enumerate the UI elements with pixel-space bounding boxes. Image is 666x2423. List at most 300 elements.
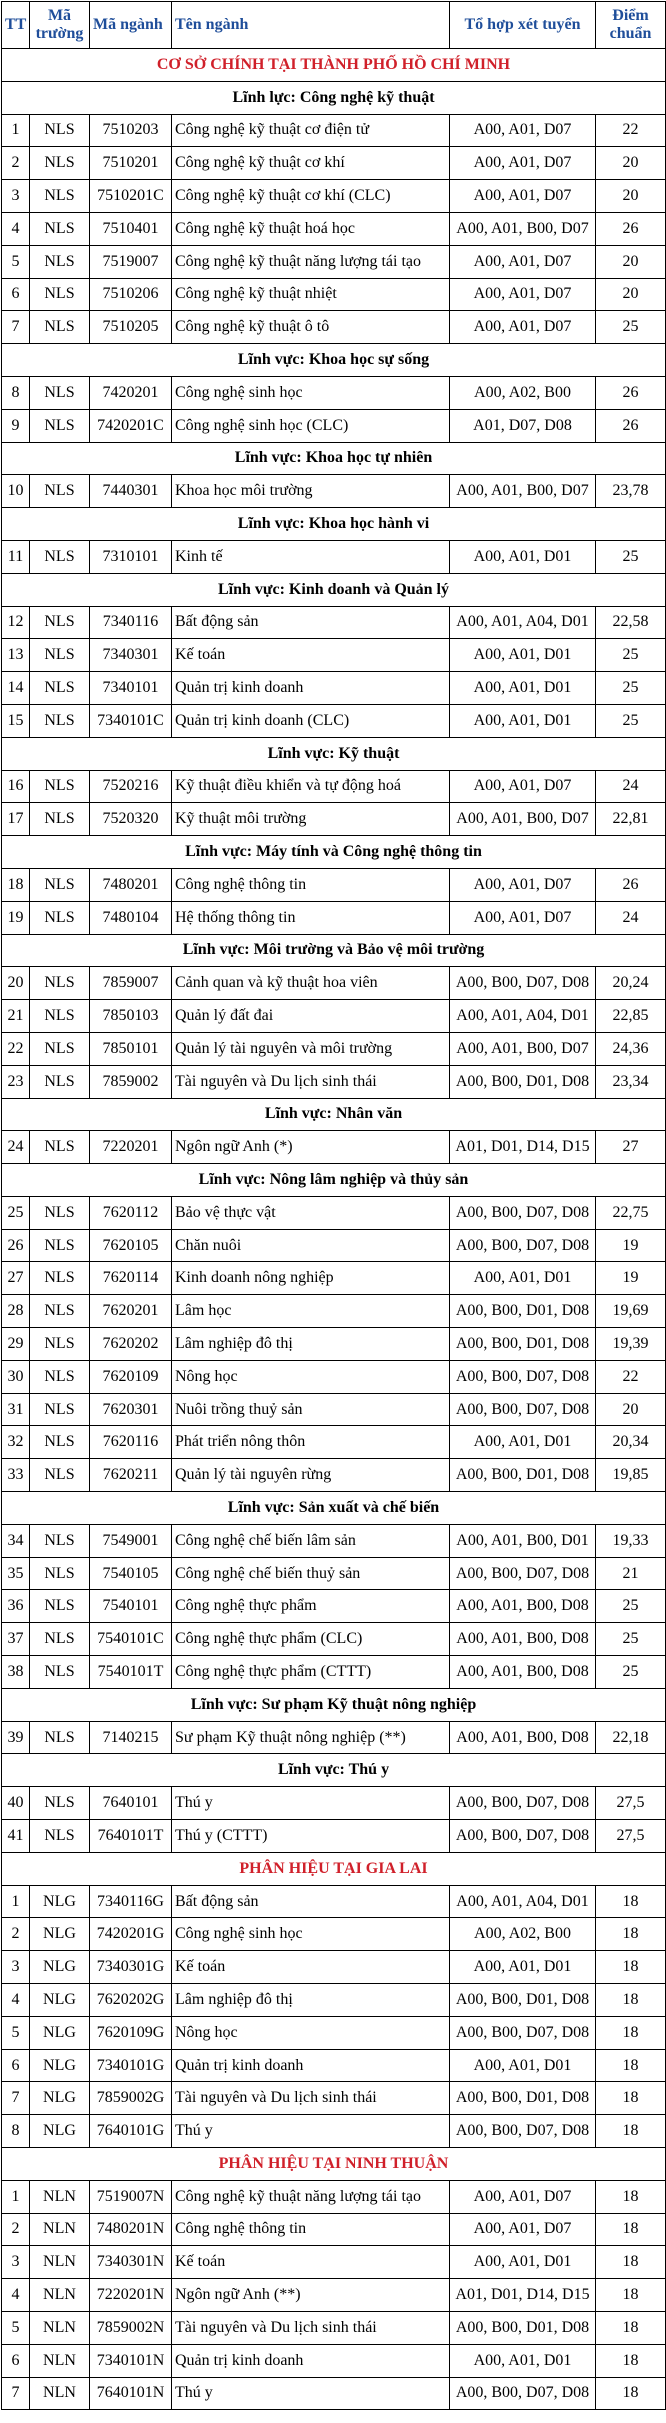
row-major-name: Quản lý tài nguyên và môi trường	[172, 1032, 450, 1065]
table-row	[2, 311, 666, 344]
row-major-name: Khoa học môi trường	[172, 475, 450, 508]
row-cutoff-score: 26	[596, 376, 666, 409]
row-major-code: 7540105	[90, 1557, 172, 1590]
row-cutoff-score: 18	[596, 2016, 666, 2049]
category-heading: Lĩnh vực: Khoa học sự sống	[2, 344, 666, 377]
row-major-code: 7340301G	[90, 1951, 172, 1984]
row-major-code: 7440301	[90, 475, 172, 508]
category-heading-row	[2, 1492, 666, 1525]
table-row	[2, 147, 666, 180]
table-row	[2, 2180, 666, 2213]
row-major-code: 7520216	[90, 770, 172, 803]
row-tt: 34	[2, 1524, 30, 1557]
row-cutoff-score: 22	[596, 114, 666, 147]
row-major-name: Kế toán	[172, 2246, 450, 2279]
header-major-code: Mã ngành	[90, 2, 172, 49]
row-tt: 2	[2, 2213, 30, 2246]
row-subject-combination: A00, A01, D01	[450, 1426, 596, 1459]
row-subject-combination: A00, A01, D01	[450, 2246, 596, 2279]
row-school-code: NLS	[30, 475, 90, 508]
row-tt: 24	[2, 1131, 30, 1164]
table-row	[2, 868, 666, 901]
row-major-code: 7620105	[90, 1229, 172, 1262]
header-subject-combination: Tổ hợp xét tuyển	[450, 2, 596, 49]
row-tt: 33	[2, 1459, 30, 1492]
row-major-name: Công nghệ kỹ thuật cơ khí (CLC)	[172, 180, 450, 213]
row-cutoff-score: 18	[596, 1951, 666, 1984]
row-tt: 27	[2, 1262, 30, 1295]
row-school-code: NLS	[30, 1590, 90, 1623]
row-school-code: NLS	[30, 376, 90, 409]
table-row	[2, 1918, 666, 1951]
row-major-name: Quản trị kinh doanh (CLC)	[172, 704, 450, 737]
row-major-code: 7549001	[90, 1524, 172, 1557]
row-subject-combination: A00, A01, D07	[450, 770, 596, 803]
row-major-code: 7480104	[90, 901, 172, 934]
row-major-name: Công nghệ thông tin	[172, 2213, 450, 2246]
row-cutoff-score: 18	[596, 1918, 666, 1951]
row-cutoff-score: 26	[596, 868, 666, 901]
row-major-code: 7519007N	[90, 2180, 172, 2213]
row-major-code: 7640101	[90, 1787, 172, 1820]
row-tt: 3	[2, 2246, 30, 2279]
row-major-code: 7510201C	[90, 180, 172, 213]
row-major-name: Thú y (CTTT)	[172, 1820, 450, 1853]
row-major-name: Công nghệ thực phẩm	[172, 1590, 450, 1623]
row-cutoff-score: 25	[596, 639, 666, 672]
row-tt: 1	[2, 1885, 30, 1918]
table-row	[2, 901, 666, 934]
row-major-code: 7140215	[90, 1721, 172, 1754]
table-row	[2, 1787, 666, 1820]
row-major-code: 7340116	[90, 606, 172, 639]
category-heading-row	[2, 1688, 666, 1721]
row-major-name: Công nghệ thực phẩm (CLC)	[172, 1623, 450, 1656]
campus-heading: PHÂN HIỆU TẠI GIA LAI	[2, 1852, 666, 1885]
category-heading-row	[2, 934, 666, 967]
table-row	[2, 1032, 666, 1065]
table-row	[2, 376, 666, 409]
table-row	[2, 2049, 666, 2082]
category-heading: Lĩnh vực: Kinh doanh và Quản lý	[2, 573, 666, 606]
row-school-code: NLS	[30, 180, 90, 213]
table-row	[2, 1820, 666, 1853]
row-major-name: Công nghệ kỹ thuật hoá học	[172, 212, 450, 245]
row-school-code: NLS	[30, 1262, 90, 1295]
row-subject-combination: A00, B00, D01, D08	[450, 1065, 596, 1098]
campus-heading: PHÂN HIỆU TẠI NINH THUẬN	[2, 2148, 666, 2181]
row-major-name: Phát triển nông thôn	[172, 1426, 450, 1459]
row-major-name: Hệ thống thông tin	[172, 901, 450, 934]
row-tt: 13	[2, 639, 30, 672]
row-cutoff-score: 25	[596, 1590, 666, 1623]
row-cutoff-score: 18	[596, 2377, 666, 2410]
row-subject-combination: A00, A01, D07	[450, 2213, 596, 2246]
row-major-name: Thú y	[172, 2377, 450, 2410]
row-subject-combination: A00, B00, D07, D08	[450, 967, 596, 1000]
category-heading: Lĩnh vực: Sản xuất và chế biến	[2, 1492, 666, 1525]
row-subject-combination: A00, A01, D07	[450, 180, 596, 213]
row-cutoff-score: 20,34	[596, 1426, 666, 1459]
row-major-code: 7620211	[90, 1459, 172, 1492]
table-row	[2, 1951, 666, 1984]
row-cutoff-score: 20	[596, 147, 666, 180]
row-major-name: Công nghệ kỹ thuật ô tô	[172, 311, 450, 344]
row-subject-combination: A00, A02, B00	[450, 1918, 596, 1951]
row-tt: 37	[2, 1623, 30, 1656]
category-heading: Lĩnh vực: Môi trường và Bảo vệ môi trường	[2, 934, 666, 967]
row-subject-combination: A00, A01, D07	[450, 278, 596, 311]
row-subject-combination: A00, B00, D01, D08	[450, 1984, 596, 2017]
row-major-name: Quản lý tài nguyên rừng	[172, 1459, 450, 1492]
row-major-name: Lâm nghiệp đô thị	[172, 1328, 450, 1361]
row-cutoff-score: 26	[596, 212, 666, 245]
table-row	[2, 770, 666, 803]
row-school-code: NLS	[30, 639, 90, 672]
row-subject-combination: A00, A01, B00, D08	[450, 1721, 596, 1754]
row-major-name: Công nghệ kỹ thuật nhiệt	[172, 278, 450, 311]
row-school-code: NLS	[30, 868, 90, 901]
row-subject-combination: A00, B00, D07, D08	[450, 1229, 596, 1262]
row-subject-combination: A00, A01, D07	[450, 311, 596, 344]
row-cutoff-score: 27,5	[596, 1787, 666, 1820]
row-subject-combination: A00, A01, B00, D01	[450, 1524, 596, 1557]
row-tt: 7	[2, 2377, 30, 2410]
row-subject-combination: A00, A01, A04, D01	[450, 1885, 596, 1918]
row-subject-combination: A00, A01, D01	[450, 2344, 596, 2377]
table-row	[2, 1524, 666, 1557]
row-cutoff-score: 27	[596, 1131, 666, 1164]
category-heading-row	[2, 737, 666, 770]
table-row	[2, 212, 666, 245]
table-body	[2, 49, 666, 2410]
row-tt: 40	[2, 1787, 30, 1820]
row-tt: 32	[2, 1426, 30, 1459]
row-major-code: 7620109G	[90, 2016, 172, 2049]
row-tt: 4	[2, 212, 30, 245]
row-tt: 14	[2, 672, 30, 705]
row-cutoff-score: 22,85	[596, 1000, 666, 1033]
campus-heading-row	[2, 2148, 666, 2181]
row-school-code: NLN	[30, 2344, 90, 2377]
table-row	[2, 2016, 666, 2049]
row-school-code: NLS	[30, 967, 90, 1000]
table-row	[2, 1426, 666, 1459]
row-tt: 26	[2, 1229, 30, 1262]
row-subject-combination: A00, A01, B00, D07	[450, 803, 596, 836]
row-cutoff-score: 18	[596, 2213, 666, 2246]
table-row	[2, 672, 666, 705]
row-subject-combination: A00, A01, B00, D07	[450, 475, 596, 508]
row-subject-combination: A00, B00, D07, D08	[450, 1196, 596, 1229]
row-major-name: Công nghệ thực phẩm (CTTT)	[172, 1656, 450, 1689]
row-major-code: 7859002N	[90, 2311, 172, 2344]
row-school-code: NLS	[30, 1229, 90, 1262]
table-row	[2, 2344, 666, 2377]
row-major-code: 7480201	[90, 868, 172, 901]
row-subject-combination: A00, A01, D07	[450, 114, 596, 147]
table-row	[2, 639, 666, 672]
row-major-code: 7480201N	[90, 2213, 172, 2246]
row-major-code: 7510201	[90, 147, 172, 180]
row-cutoff-score: 19	[596, 1229, 666, 1262]
header-row	[2, 2, 666, 49]
row-school-code: NLN	[30, 2180, 90, 2213]
row-school-code: NLS	[30, 311, 90, 344]
row-tt: 36	[2, 1590, 30, 1623]
admission-score-table	[1, 1, 666, 2410]
row-cutoff-score: 19,85	[596, 1459, 666, 1492]
row-subject-combination: A00, B00, D07, D08	[450, 1393, 596, 1426]
row-cutoff-score: 18	[596, 2180, 666, 2213]
row-cutoff-score: 20	[596, 278, 666, 311]
table-row	[2, 606, 666, 639]
row-school-code: NLS	[30, 1065, 90, 1098]
header-school-code: Mã trường	[30, 2, 90, 49]
row-school-code: NLS	[30, 147, 90, 180]
row-tt: 7	[2, 2082, 30, 2115]
row-major-code: 7340101	[90, 672, 172, 705]
row-major-name: Công nghệ kỹ thuật năng lượng tái tạo	[172, 245, 450, 278]
row-tt: 5	[2, 2311, 30, 2344]
row-school-code: NLS	[30, 1393, 90, 1426]
row-subject-combination: A00, B00, D01, D08	[450, 2082, 596, 2115]
row-major-name: Kinh tế	[172, 540, 450, 573]
row-tt: 6	[2, 278, 30, 311]
row-major-code: 7340301N	[90, 2246, 172, 2279]
table-row	[2, 1557, 666, 1590]
row-school-code: NLS	[30, 1557, 90, 1590]
row-cutoff-score: 20,24	[596, 967, 666, 1000]
row-cutoff-score: 27,5	[596, 1820, 666, 1853]
row-school-code: NLS	[30, 901, 90, 934]
table-row	[2, 1459, 666, 1492]
table-row	[2, 180, 666, 213]
category-heading-row	[2, 508, 666, 541]
table-row	[2, 409, 666, 442]
category-heading: Lĩnh vực: Máy tính và Công nghệ thông tin	[2, 836, 666, 869]
row-cutoff-score: 20	[596, 180, 666, 213]
row-major-code: 7420201C	[90, 409, 172, 442]
row-school-code: NLG	[30, 2082, 90, 2115]
row-cutoff-score: 18	[596, 2115, 666, 2148]
row-subject-combination: A00, B00, D01, D08	[450, 1328, 596, 1361]
row-subject-combination: A00, B00, D07, D08	[450, 2016, 596, 2049]
row-tt: 17	[2, 803, 30, 836]
row-major-code: 7859007	[90, 967, 172, 1000]
row-subject-combination: A01, D01, D14, D15	[450, 2279, 596, 2312]
row-major-code: 7540101T	[90, 1656, 172, 1689]
header-tt: TT	[2, 2, 30, 49]
table-row	[2, 1590, 666, 1623]
table-row	[2, 1360, 666, 1393]
table-row	[2, 1656, 666, 1689]
row-major-code: 7510203	[90, 114, 172, 147]
row-school-code: NLS	[30, 1524, 90, 1557]
row-cutoff-score: 24	[596, 901, 666, 934]
row-school-code: NLS	[30, 606, 90, 639]
row-subject-combination: A00, B00, D07, D08	[450, 1820, 596, 1853]
row-major-name: Sư phạm Kỹ thuật nông nghiệp (**)	[172, 1721, 450, 1754]
row-tt: 11	[2, 540, 30, 573]
row-major-name: Quản trị kinh doanh	[172, 672, 450, 705]
category-heading: Lĩnh vực: Khoa học hành vi	[2, 508, 666, 541]
row-major-name: Nông học	[172, 1360, 450, 1393]
row-school-code: NLS	[30, 212, 90, 245]
row-tt: 2	[2, 147, 30, 180]
row-tt: 10	[2, 475, 30, 508]
row-school-code: NLS	[30, 770, 90, 803]
row-major-name: Công nghệ sinh học	[172, 376, 450, 409]
row-school-code: NLG	[30, 1951, 90, 1984]
row-subject-combination: A00, A01, D01	[450, 704, 596, 737]
row-subject-combination: A00, A01, A04, D01	[450, 1000, 596, 1033]
row-subject-combination: A01, D07, D08	[450, 409, 596, 442]
row-tt: 23	[2, 1065, 30, 1098]
row-school-code: NLS	[30, 409, 90, 442]
row-tt: 7	[2, 311, 30, 344]
row-major-name: Lâm học	[172, 1295, 450, 1328]
row-tt: 19	[2, 901, 30, 934]
category-heading: Lĩnh vực: Nông lâm nghiệp và thủy sản	[2, 1164, 666, 1197]
row-school-code: NLS	[30, 1196, 90, 1229]
row-major-code: 7420201G	[90, 1918, 172, 1951]
row-major-name: Kinh doanh nông nghiệp	[172, 1262, 450, 1295]
header-cutoff-score: Điểm chuẩn	[596, 2, 666, 49]
row-cutoff-score: 25	[596, 1656, 666, 1689]
table-row	[2, 1262, 666, 1295]
category-heading-row	[2, 1754, 666, 1787]
row-tt: 20	[2, 967, 30, 1000]
row-cutoff-score: 25	[596, 540, 666, 573]
row-major-code: 7220201	[90, 1131, 172, 1164]
row-major-name: Công nghệ thông tin	[172, 868, 450, 901]
table-row	[2, 2082, 666, 2115]
row-major-name: Quản lý đất đai	[172, 1000, 450, 1033]
row-major-name: Ngôn ngữ Anh (**)	[172, 2279, 450, 2312]
table-row	[2, 2279, 666, 2312]
row-major-code: 7850101	[90, 1032, 172, 1065]
row-subject-combination: A00, B00, D07, D08	[450, 2377, 596, 2410]
table-row	[2, 245, 666, 278]
row-major-code: 7220201N	[90, 2279, 172, 2312]
row-cutoff-score: 22,81	[596, 803, 666, 836]
row-tt: 12	[2, 606, 30, 639]
row-major-code: 7620301	[90, 1393, 172, 1426]
row-cutoff-score: 24	[596, 770, 666, 803]
row-school-code: NLN	[30, 2311, 90, 2344]
row-cutoff-score: 19,39	[596, 1328, 666, 1361]
row-major-name: Bảo vệ thực vật	[172, 1196, 450, 1229]
table-row	[2, 1328, 666, 1361]
row-cutoff-score: 23,78	[596, 475, 666, 508]
row-major-name: Thú y	[172, 2115, 450, 2148]
row-major-code: 7510205	[90, 311, 172, 344]
row-subject-combination: A00, A01, A04, D01	[450, 606, 596, 639]
row-tt: 21	[2, 1000, 30, 1033]
category-heading: Lĩnh vực: Kỹ thuật	[2, 737, 666, 770]
category-heading-row	[2, 1098, 666, 1131]
row-major-name: Thú y	[172, 1787, 450, 1820]
row-subject-combination: A00, A01, D01	[450, 2049, 596, 2082]
row-cutoff-score: 22,18	[596, 1721, 666, 1754]
table-row	[2, 1885, 666, 1918]
category-heading-row	[2, 836, 666, 869]
row-school-code: NLG	[30, 1918, 90, 1951]
row-major-name: Tài nguyên và Du lịch sinh thái	[172, 1065, 450, 1098]
row-school-code: NLG	[30, 1984, 90, 2017]
row-subject-combination: A00, A01, B00, D07	[450, 1032, 596, 1065]
row-school-code: NLS	[30, 1459, 90, 1492]
row-major-code: 7340101G	[90, 2049, 172, 2082]
table-row	[2, 2246, 666, 2279]
row-subject-combination: A00, B00, D07, D08	[450, 1787, 596, 1820]
row-major-code: 7620201	[90, 1295, 172, 1328]
category-heading-row	[2, 442, 666, 475]
table-row	[2, 1393, 666, 1426]
row-subject-combination: A00, A01, D01	[450, 672, 596, 705]
row-cutoff-score: 19,69	[596, 1295, 666, 1328]
row-major-code: 7420201	[90, 376, 172, 409]
row-major-name: Ngôn ngữ Anh (*)	[172, 1131, 450, 1164]
row-school-code: NLS	[30, 1295, 90, 1328]
row-tt: 30	[2, 1360, 30, 1393]
row-school-code: NLS	[30, 803, 90, 836]
table-row	[2, 475, 666, 508]
row-subject-combination: A00, A01, B00, D08	[450, 1623, 596, 1656]
row-major-code: 7620109	[90, 1360, 172, 1393]
table-row	[2, 1000, 666, 1033]
row-major-name: Công nghệ chế biến lâm sản	[172, 1524, 450, 1557]
row-tt: 41	[2, 1820, 30, 1853]
row-major-name: Công nghệ sinh học (CLC)	[172, 409, 450, 442]
row-major-name: Công nghệ sinh học	[172, 1918, 450, 1951]
table-row	[2, 1131, 666, 1164]
table-row	[2, 2115, 666, 2148]
row-cutoff-score: 25	[596, 1623, 666, 1656]
row-major-code: 7519007	[90, 245, 172, 278]
table-row	[2, 2213, 666, 2246]
row-major-name: Tài nguyên và Du lịch sinh thái	[172, 2311, 450, 2344]
row-major-name: Tài nguyên và Du lịch sinh thái	[172, 2082, 450, 2115]
row-major-code: 7620202G	[90, 1984, 172, 2017]
row-subject-combination: A00, A01, D01	[450, 540, 596, 573]
row-tt: 35	[2, 1557, 30, 1590]
row-tt: 4	[2, 2279, 30, 2312]
row-major-code: 7520320	[90, 803, 172, 836]
row-major-name: Công nghệ kỹ thuật cơ điện tử	[172, 114, 450, 147]
row-major-code: 7340116G	[90, 1885, 172, 1918]
row-major-name: Bất động sản	[172, 606, 450, 639]
table-row	[2, 1295, 666, 1328]
category-heading: Lĩnh vực: Nhân văn	[2, 1098, 666, 1131]
row-major-code: 7540101C	[90, 1623, 172, 1656]
category-heading: Lĩnh lực: Công nghệ kỹ thuật	[2, 81, 666, 114]
row-major-name: Kế toán	[172, 639, 450, 672]
row-tt: 9	[2, 409, 30, 442]
row-major-name: Cảnh quan và kỹ thuật hoa viên	[172, 967, 450, 1000]
row-cutoff-score: 22	[596, 1360, 666, 1393]
row-school-code: NLS	[30, 1000, 90, 1033]
row-major-name: Quản trị kinh doanh	[172, 2049, 450, 2082]
row-school-code: NLS	[30, 1721, 90, 1754]
row-cutoff-score: 19,33	[596, 1524, 666, 1557]
row-school-code: NLN	[30, 2377, 90, 2410]
row-subject-combination: A00, A01, D07	[450, 147, 596, 180]
row-tt: 6	[2, 2049, 30, 2082]
row-cutoff-score: 25	[596, 704, 666, 737]
row-subject-combination: A00, A01, D07	[450, 2180, 596, 2213]
